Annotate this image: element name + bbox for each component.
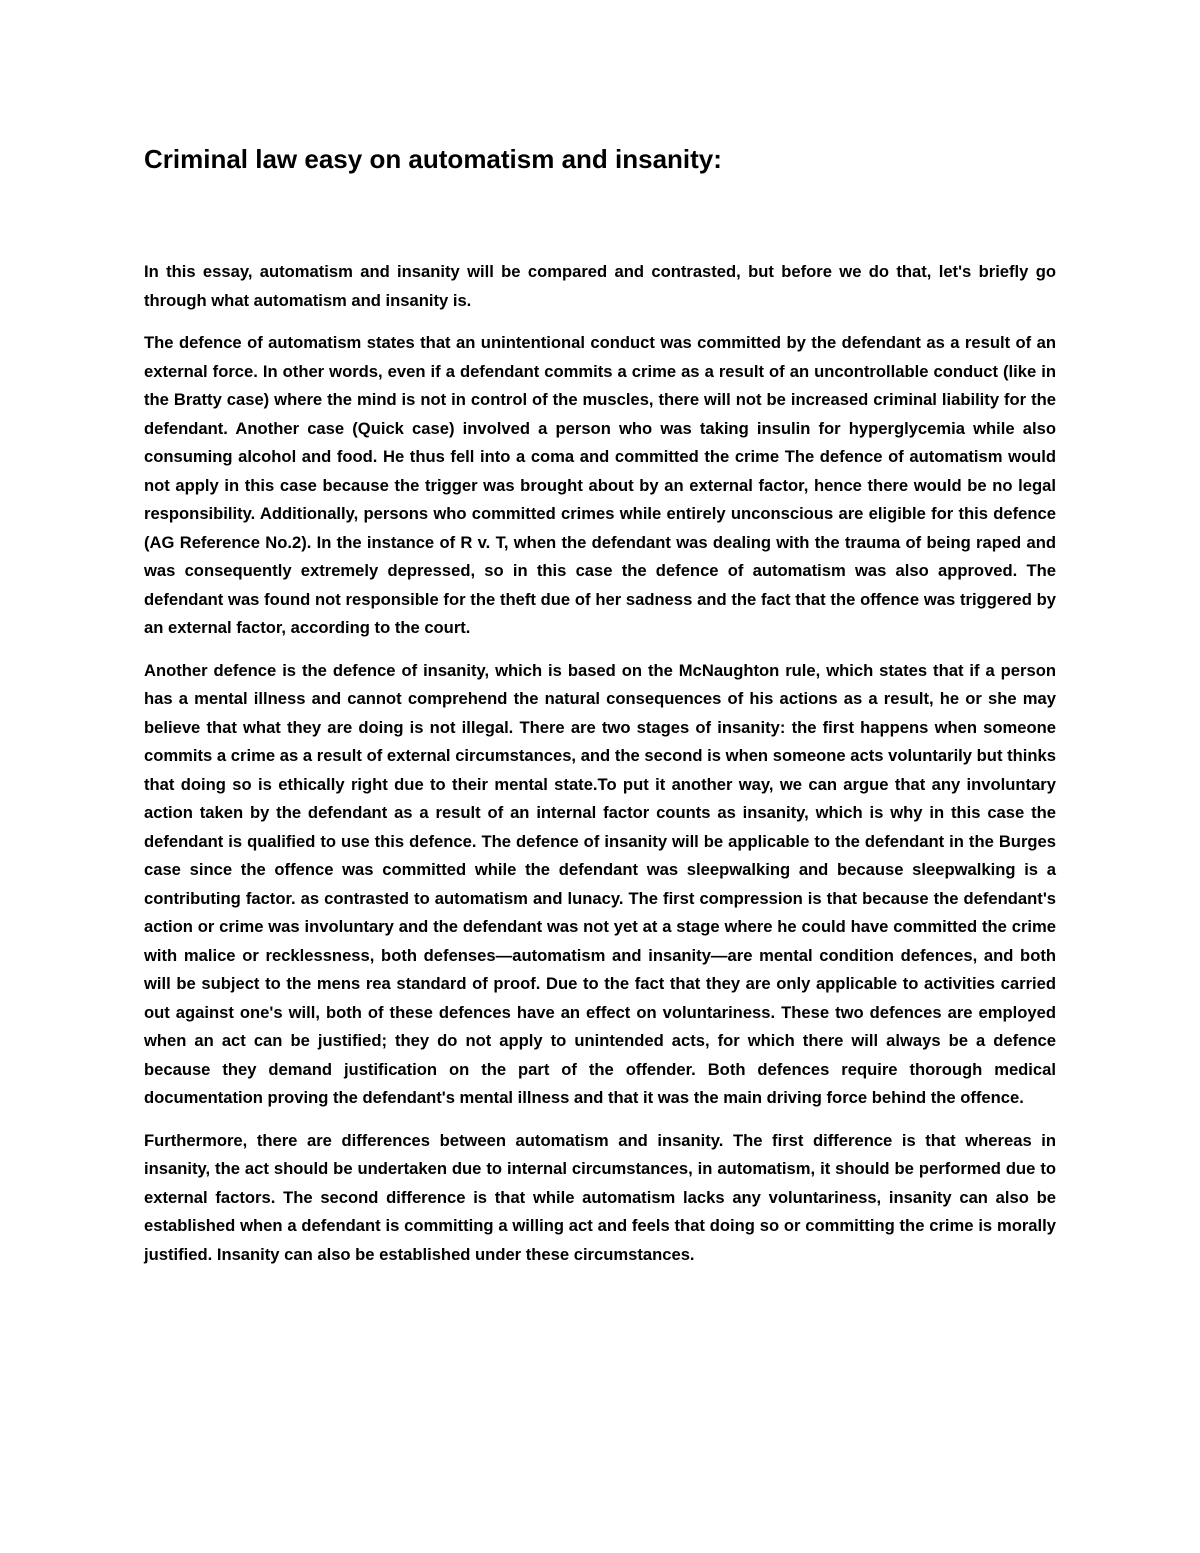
document-body [144,258,1056,1283]
document-title: Criminal law easy on automatism and insanity: [144,144,722,174]
paragraph-automatism: The defence of automatism states that an unintentional conduct was committed by the defendant as a result of an external force. In other words, even if a defendant commits a crime as a result of an uncontrollable conduct (like in the Bratty case) where the mind is not in control of the muscles, there will not be increased criminal liability for the defendant. Another case (Quick case) involved a person who was taking insulin for hyperglycemia while also consuming alcohol and food. He thus fell into a coma and committed the crime The defence of automatism would not apply in this case because the trigger was brought about by an external factor, hence there would be no legal responsibility. Additionally, persons who committed crimes while entirely unconscious are eligible for this defence (AG Reference No.2). In the instance of R v. T, when the defendant was dealing with the trauma of being raped and was consequently extremely depressed, so in this case the defence of automatism was also approved. The defendant was found not responsible for the theft due of her sadness and the fact that the offence was triggered by an external factor, according to the court. [144,333,1056,637]
paragraph-insanity: Another defence is the defence of insanity, which is based on the McNaughton rule, which states that if a person has a mental illness and cannot comprehend the natural consequences of his actions as a result, he or she may believe that what they are doing is not illegal. There are two stages of insanity: the first happens when someone commits a crime as a result of external circumstances, and the second is when someone acts voluntarily but thinks that doing so is ethically right due to their mental state.To put it another way, we can argue that any involuntary action taken by the defendant as a result of an internal factor counts as insanity, which is why in this case the defendant is qualified to use this defence. The defence of insanity will be applicable to the defendant in the Burges case since the offence was committed while the defendant was sleepwalking and because sleepwalking is a contributing factor. as contrasted to automatism and lunacy. The first compression is that because the defendant's action or crime was involuntary and the defendant was not yet at a stage where he could have committed the crime with malice or recklessness, both defenses—automatism and insanity—are mental condition defences, and both will be subject to the mens rea standard of proof. Due to the fact that they are only applicable to activities carried out against one's will, both of these defences have an effect on voluntariness. These two defences are employed when an act can be justified; they do not apply to unintended acts, for which there will always be a defence because they demand justification on the part of the offender. Both defences require thorough medical documentation proving the defendant's mental illness and that it was the main driving force behind the offence. [144,660,1056,1107]
paragraph-differences: Furthermore, there are differences between automatism and insanity. The first difference is that whereas in insanity, the act should be undertaken due to internal circumstances, in automatism, it should be performed due to external factors. The second difference is that while automatism lacks any voluntariness, insanity can also be established when a defendant is committing a willing act and feels that doing so or committing the crime is morally justified. Insanity can also be established under these circumstances. [144,1130,1056,1264]
paragraph-intro: In this essay, automatism and insanity will be compared and contrasted, but before we do that, let's briefly go through what automatism and insanity is. [144,262,1056,310]
